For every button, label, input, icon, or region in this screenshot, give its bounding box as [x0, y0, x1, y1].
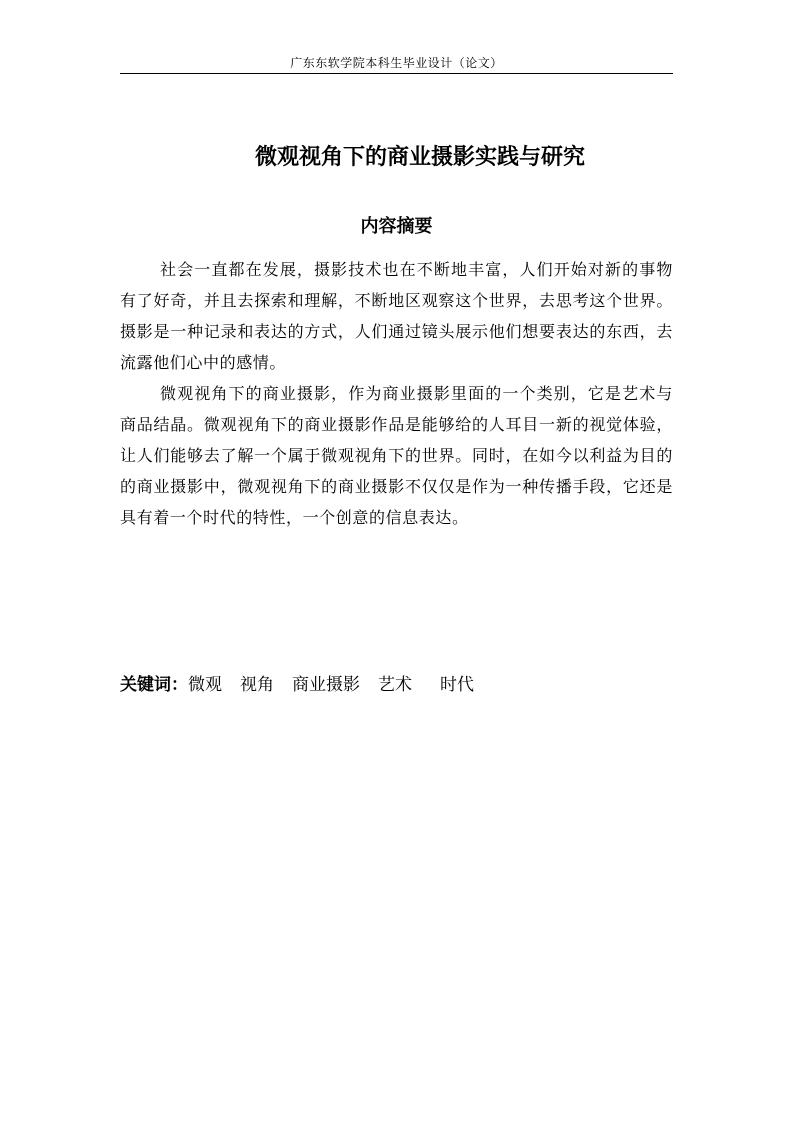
- keyword: 艺术: [378, 675, 412, 695]
- keyword: 微观: [188, 675, 222, 695]
- abstract-heading: 内容摘要: [360, 216, 433, 237]
- keyword: 时代: [440, 675, 474, 695]
- abstract-body: [120, 254, 673, 533]
- abstract-paragraph: 社会一直都在发展，摄影技术也在不断地丰富，人们开始对新的事物有了好奇，并且去探索和理解，不断地区观察这个世界，去思考这个世界。摄影是一种记录和表达的方式，人们通过镜头展示他们想要表达的东西，去流露他们心中的感情。: [120, 260, 673, 372]
- abstract-paragraph: 微观视角下的商业摄影，作为商业摄影里面的一个类别，它是艺术与商品结晶。微观视角下的商业摄影作品是能够给的人耳目一新的视觉体验，让人们能够去了解一个属于微观视角下的世界。同时，在如今以利益为目的的商业摄影中，微观视角下的商业摄影不仅仅是作为一种传播手段，它还是具有着一个时代的特性，一个创意的信息表达。: [120, 384, 673, 527]
- keyword: 商业摄影: [292, 675, 360, 695]
- keywords-label: 关键词：: [120, 675, 188, 695]
- header-divider: [120, 73, 673, 74]
- keywords-line: [120, 671, 673, 699]
- document-title: 微观视角下的商业摄影实践与研究: [254, 145, 585, 170]
- page-header: 广东东软学院本科生毕业设计（论文）: [290, 56, 503, 70]
- keyword: 视角: [240, 675, 274, 695]
